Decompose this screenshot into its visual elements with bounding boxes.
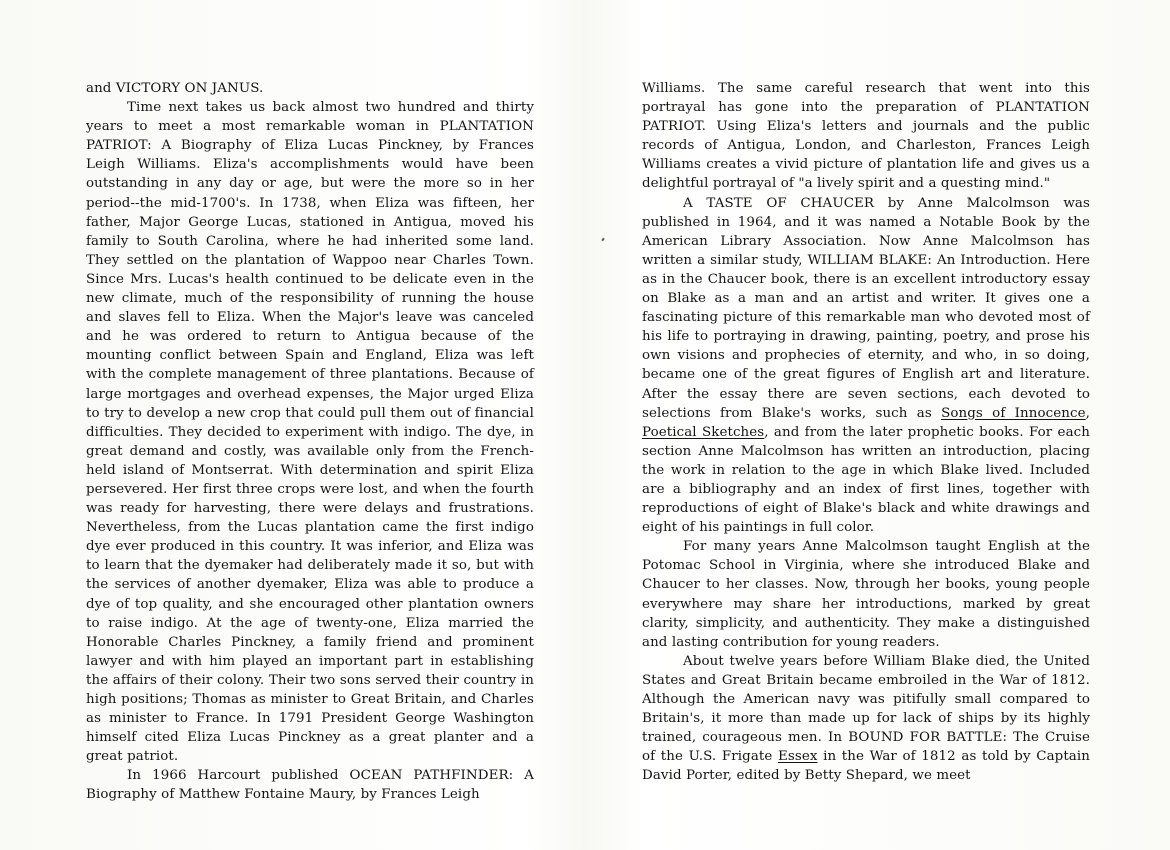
text-run: ,	[1085, 405, 1090, 421]
text-run: About twelve years before William Blake died, the United States and Great Britain became embroiled in the War of 1812. Although the American navy was pitifully small compared to Britain's, it more than made up for lack of ships by its highly trained, courageous men. In BOUND FOR BATTLE: The Cruise of the U.S. Frigate	[642, 653, 1090, 765]
paragraph	[86, 766, 534, 804]
underlined-title: Poetical Sketches	[642, 424, 765, 440]
text-run: and VICTORY ON JANUS.	[86, 81, 264, 96]
paragraph	[642, 652, 1090, 786]
right-page-text	[642, 79, 1090, 785]
text-run: Time next takes us back almost two hundred and thirty years to meet a most remarkable woman in PLANTATION PATRIOT: A Biography of Eliza Lucas Pinckney, by Frances Leigh Williams. Eliza's accomplishments would have been outstanding in any day or age, but were the more so in her period--the mid-1700's. In 1738, when Eliza was fifteen, her father, Major George Lucas, stationed in Antigua, moved his family to South Carolina, where he had inherited some land. They settled on the plantation of Wappoo near Charles Town. Since Mrs. Lucas's health continued to be delicate even in the new climate, much of the responsibility of running the house and slaves fell to Eliza. When the Major's leave was canceled and he was ordered to return to Antigua because of the mounting conflict between Spain and England, Eliza was left with the complete management of three plantations. Because of large mortgages and overhead expenses, the Major urged Eliza to try to develop a new crop that could pull them out of financial difficulties. They decided to experiment with indigo. The dye, in great demand and costly, was available only from the French-held island of Montserrat. With determination and spirit Eliza persevered. Her first three crops were lost, and when the fourth was ready for harvesting, there were delays and frustrations. Nevertheless, from the Lucas plantation came the first indigo dye ever produced in this country. It was inferior, and Eliza was to learn that the dyemaker had deliberately made it so, but with the services of another dyemaker, Eliza was able to produce a dye of top quality, and she encouraged other plantation owners to raise indigo. At the age of twenty-one, Eliza married the Honorable Charles Pinckney, a family friend and prominent lawyer and with him played an important part in establishing the affairs of their colony. Their two sons served their country in high positions; Thomas as minister to Great Britain, and Charles as minister to France. In 1791 President George Washington himself cited Eliza Lucas Pinckney as a great planter and a great patriot.	[86, 100, 534, 765]
text-run: in the War of 1812 as told by Captain David Porter, edited by Betty Shepard, we meet	[642, 749, 1090, 784]
underlined-title: Songs of Innocence	[941, 405, 1086, 421]
paragraph	[86, 79, 534, 98]
underlined-title: Essex	[778, 749, 818, 765]
paragraph	[642, 537, 1090, 652]
text-run: , and from the later prophetic books. For each section Anne Malcolmson has written an introduction, placing the work in relation to the age in which Blake lived. Included are a bibliography and an index of first lines, together with reproductions of eight of Blake's black and white drawings and eight of his paintings in full color.	[642, 424, 1090, 536]
gutter-speck	[601, 238, 604, 242]
text-run: For many years Anne Malcolmson taught English at the Potomac School in Virginia, where she introduced Blake and Chaucer to her classes. Now, through her books, young people everywhere may share her introductions, marked by great clarity, simplicity, and authenticity. They make a distinguished and lasting contribution for young readers.	[642, 539, 1090, 650]
paragraph	[642, 194, 1090, 538]
paragraph	[86, 98, 534, 766]
left-page-text	[86, 79, 534, 805]
text-run: In 1966 Harcourt published OCEAN PATHFINDER: A Biography of Matthew Fontaine Maury, by Frances Leigh	[86, 768, 534, 803]
text-run: Williams. The same careful research that went into this portrayal has gone into the preparation of PLANTATION PATRIOT. Using Eliza's letters and journals and the public records of Antigua, London, and Charleston, Frances Leigh Williams creates a vivid picture of plantation life and gives us a delightful portrayal of "a lively spirit and a questing mind."	[642, 81, 1090, 192]
text-run: A TASTE OF CHAUCER by Anne Malcolmson was published in 1964, and it was named a Notable Book by the American Library Association. Now Anne Malcolmson has written a similar study, WILLIAM BLAKE: An Introduction. Here as in the Chaucer book, there is an excellent introductory essay on Blake as a man and an artist and writer. It gives one a fascinating picture of this remarkable man who devoted most of his life to portraying in drawing, painting, poetry, and prose his own visions and prophecies of eternity, and who, in so doing, became one of the great figures of English art and literature. After the essay there are seven sections, each devoted to selections from Blake's works, such as	[642, 195, 1090, 421]
paragraph	[642, 79, 1090, 194]
